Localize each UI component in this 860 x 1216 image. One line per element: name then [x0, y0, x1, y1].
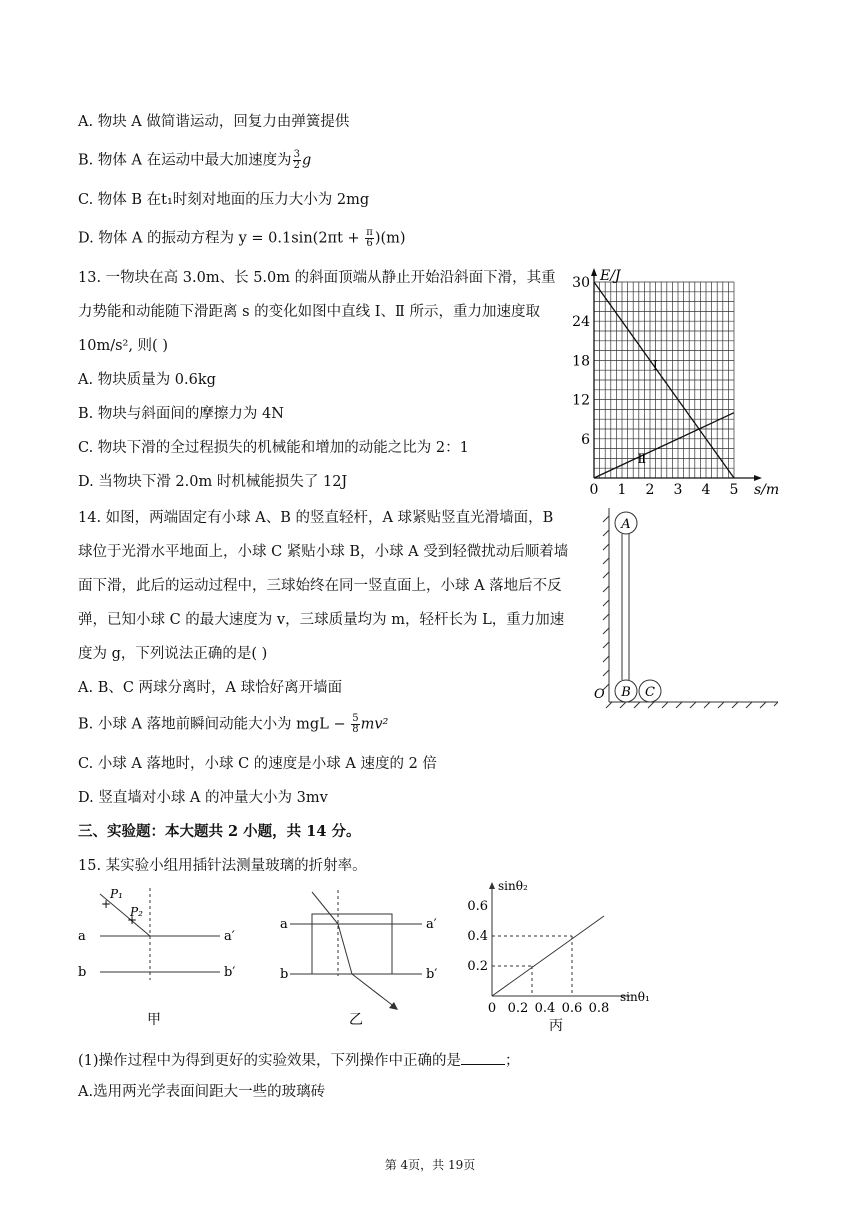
q14-option-a: A. B、C 两球分离时，A 球恰好离开墙面 — [78, 680, 343, 696]
caption-yi: 乙 — [349, 1012, 363, 1028]
q12-b-num: 3 — [293, 149, 300, 160]
q13-option-b: B. 物块与斜面间的摩擦力为 4N — [78, 406, 284, 422]
q12-b-suffix: g — [301, 152, 312, 169]
q14-b-suffix: mv² — [360, 716, 389, 733]
refracted-ray — [338, 924, 352, 974]
q12-option-d — [78, 228, 406, 249]
pin-p2-label: P₂ — [130, 905, 143, 919]
y-tick-label: 12 — [572, 392, 590, 409]
x-tick-label: 0 — [589, 482, 599, 498]
q15-sub1-prefix: (1)操作过程中为得到更好的实验效果，下列操作中正确的是 — [78, 1053, 462, 1069]
q14-option-d: D. 竖直墙对小球 A 的冲量大小为 3mv — [78, 790, 328, 806]
pin-p1-mark: + — [100, 897, 112, 911]
q12-d-den: 6 — [366, 238, 373, 249]
x-tick-label: 4 — [701, 482, 711, 498]
q15-stem: 15. 某实验小组用插针法测量玻璃的折射率。 — [78, 858, 367, 874]
q12-option-a: A. 物块 A 做简谐运动，回复力由弹簧提供 — [78, 114, 350, 130]
q13-option-d: D. 当物块下滑 2.0m 时机械能损失了 12J — [78, 474, 348, 490]
caption-jia: 甲 — [147, 1012, 161, 1028]
rod — [622, 534, 629, 680]
y-axis-arrow — [591, 268, 597, 276]
q14-stem-2: 球位于光滑水平地面上，小球 C 紧贴小球 B，小球 A 受到轻微扰动后顺着墙 — [78, 544, 569, 560]
caption-bing: 丙 — [549, 1018, 563, 1034]
label-a: a — [78, 929, 86, 944]
q13-stem-2: 力势能和动能随下滑距离 s 的变化如图中直线 Ⅰ、Ⅱ 所示，重力加速度取 — [78, 304, 540, 320]
y-tick-label: 18 — [572, 353, 590, 370]
x-tick-0.8: 0.8 — [588, 1001, 610, 1016]
q14-b-den: 8 — [352, 724, 359, 735]
q12-d-num: π — [366, 227, 373, 238]
y-axis-label: sinθ₂ — [498, 879, 528, 893]
q14-b-prefix: B. 小球 A 落地前瞬间动能大小为 mgL − — [78, 716, 351, 733]
y-tick-0.2: 0.2 — [467, 959, 488, 974]
q12-d-prefix: D. 物体 A 的振动方程为 y = 0.1sin(2πt + — [78, 230, 365, 247]
y-axis-arrow — [489, 882, 495, 889]
energy-chart — [560, 268, 800, 504]
ground-hatch — [606, 702, 778, 708]
figure-jia — [72, 884, 248, 1034]
y-tick-0.6: 0.6 — [467, 899, 488, 914]
q12-b-prefix: B. 物体 A 在运动中最大加速度为 — [78, 152, 292, 169]
emergent-ray — [352, 974, 396, 1008]
x-axis-arrow — [754, 475, 762, 481]
q15-sub1 — [78, 1050, 520, 1071]
q14-option-c: C. 小球 A 落地时，小球 C 的速度是小球 A 速度的 2 倍 — [78, 756, 437, 772]
pin-p2-mark: + — [126, 913, 138, 927]
q12-d-fraction — [365, 228, 374, 249]
q14-stem-3: 面下滑，此后的运动过程中，三球始终在同一竖直面上，小球 A 落地后不反 — [78, 578, 562, 594]
pin-p1-label: P₁ — [110, 887, 123, 901]
label-b-prime: b′ — [224, 965, 236, 980]
x-tick-0.2: 0.2 — [507, 1001, 529, 1016]
label-a-prime: a′ — [224, 929, 235, 944]
q14-stem-1: 14. 如图，两端固定有小球 A、B 的竖直轻杆，A 球紧贴竖直光滑墙面，B — [78, 510, 554, 526]
q13-stem-3: 10m/s², 则( ) — [78, 338, 168, 354]
q15-option-a: A.选用两光学表面间距大一些的玻璃砖 — [78, 1084, 326, 1100]
series-label-1: Ⅰ — [652, 359, 658, 375]
x-tick-label: 1 — [617, 482, 627, 498]
label-a-prime: a′ — [426, 917, 437, 932]
q13-option-a: A. 物块质量为 0.6kg — [78, 372, 216, 388]
figure-bing — [460, 874, 660, 1034]
figure-yi — [272, 884, 452, 1034]
q14-stem-4: 弹，已知小球 C 的最大速度为 v，三球质量均为 m，轻杆长为 L，重力加速 — [78, 612, 565, 628]
q13-option-c: C. 物块下滑的全过程损失的机械能和增加的动能之比为 2：1 — [78, 440, 469, 456]
q14-b-num: 5 — [352, 713, 359, 724]
ball-a-label: A — [621, 517, 631, 532]
y-tick-0.4: 0.4 — [467, 929, 488, 944]
label-b-prime: b′ — [426, 967, 438, 982]
label-b: b — [280, 967, 289, 982]
q12-b-fraction — [293, 150, 301, 171]
y-tick-label: 24 — [572, 314, 590, 331]
fit-line — [492, 916, 604, 996]
y-tick-label: 30 — [572, 275, 590, 291]
y-tick-label: 6 — [581, 431, 590, 448]
x-tick-label: 5 — [729, 482, 739, 498]
x-tick-label: 2 — [645, 482, 655, 498]
x-tick-0: 0 — [487, 1001, 497, 1016]
q13-stem-1: 13. 一物块在高 3.0m、长 5.0m 的斜面顶端从静止开始沿斜面下滑，其重 — [78, 270, 556, 286]
q14-b-fraction — [351, 714, 359, 735]
glass-block — [312, 914, 392, 974]
q14-option-b — [78, 714, 388, 735]
section-3-title: 三、实验题：本大题共 2 小题，共 14 分。 — [78, 823, 361, 840]
q14-stem-5: 度为 g，下列说法正确的是( ) — [78, 646, 268, 662]
q12-d-suffix: )(m) — [374, 230, 406, 247]
ball-c-label: C — [645, 685, 655, 700]
series-label-2: Ⅱ — [637, 451, 647, 467]
q12-option-c: C. 物体 B 在t₁时刻对地面的压力大小为 2mg — [78, 192, 370, 208]
origin-label: O — [594, 687, 605, 702]
x-tick-0.4: 0.4 — [534, 1001, 556, 1016]
x-tick-0.6: 0.6 — [561, 1001, 583, 1016]
wall-hatch — [603, 508, 609, 702]
x-tick-label: 3 — [673, 482, 683, 498]
ball-b-label: B — [621, 685, 631, 700]
q15-sub1-suffix: ； — [505, 1053, 520, 1069]
label-a: a — [280, 917, 288, 932]
page-footer: 第 4页，共 19页 — [384, 1158, 476, 1172]
x-axis-label: s/m — [754, 482, 780, 498]
q12-b-den: 2 — [293, 160, 300, 171]
x-axis-label: sinθ₁ — [620, 990, 650, 1004]
y-axis-label: E/J — [600, 268, 621, 284]
incident-ray — [312, 892, 338, 924]
q12-option-b — [78, 150, 311, 171]
rod-wall-figure — [592, 506, 782, 712]
answer-blank[interactable] — [461, 1050, 505, 1065]
label-b: b — [78, 965, 87, 980]
